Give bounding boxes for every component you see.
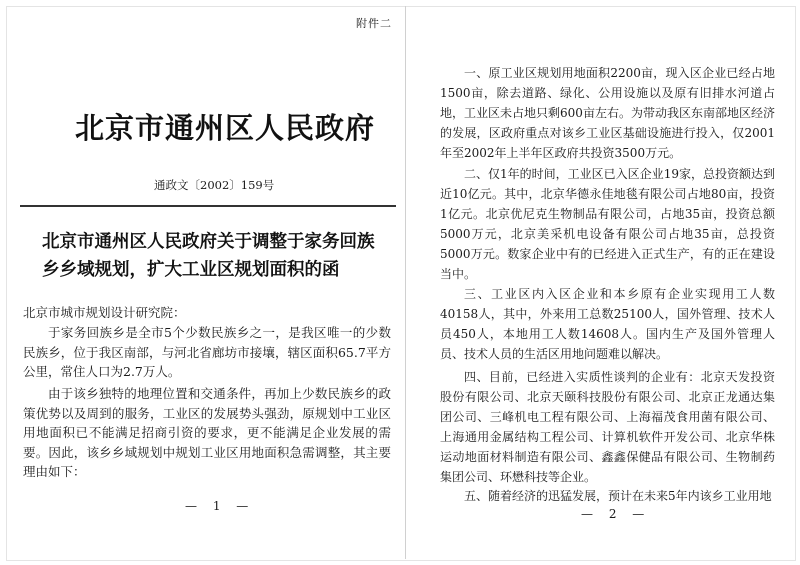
right-paragraph-5: 五、随着经济的迅猛发展，预计在未来5年内该乡工业用地 bbox=[464, 489, 772, 503]
page-number-right: — 2 — bbox=[581, 507, 651, 521]
right-paragraph-4: 四、目前，已经进入实质性谈判的企业有：北京天发投资股份有限公司、北京天颐科技股份有限公司、北京正龙通达集团公司、三峰机电工程有限公司、上海福茂食用菌有限公司、上海通用金属结构工程公司、计算机软件开发公司、北京华株运动地面材料制造有限公司、鑫鑫保健品有限公司、生物制药集团公司、环懋科技等企业。 bbox=[440, 370, 775, 484]
right-paragraph-2: 二、仅1年的时间，工业区已入区企业19家，总投资额达到近10亿元。其中，北京华德永佳地毯有限公司占地80亩，投资1亿元。北京优尼克生物制品有限公司，占地35亩，投资总额5000万元，北京美采机电设备有限公司占地35亩，总投资5000万元。数家企业中有的已经进入正式生产，有的正在建设当中。 bbox=[440, 167, 775, 281]
right-paragraph-1: 一、原工业区规划用地面积2200亩，现入区企业已经占地1500亩，除去道路、绿化、公用设施以及原有旧排水河道占地，工业区未占地只剩600亩左右。为带动我区东南部地区经济的发展，区政府重点对该乡工业区基础设施进行投入，仅2001年至2002年上半年区政府共投资3500万元。 bbox=[440, 66, 775, 160]
header-rule bbox=[20, 205, 396, 207]
document-number: 通政文〔2002〕159号 bbox=[154, 178, 275, 192]
recipient-line: 北京市城市规划设计研究院： bbox=[23, 305, 186, 320]
page-fold-divider bbox=[405, 6, 406, 559]
document-subject: 北京市通州区人民政府关于调整于家务回族乡乡域规划，扩大工业区规划面积的函 bbox=[42, 232, 375, 280]
attachment-label: 附件二 bbox=[356, 17, 392, 30]
government-title: 北京市通州区人民政府 bbox=[75, 111, 376, 145]
left-paragraph-2: 由于该乡独特的地理位置和交通条件，再加上少数民族乡的政策优势以及周到的服务，工业区的发展势头强劲，原规划中工业区用地面积已不能满足招商引资的要求，更不能满足企业发展的需要。因此，该乡乡域规划中规划工业区用地面积急需调整，其主要理由如下： bbox=[23, 386, 391, 479]
left-paragraph-1: 于家务回族乡是全市5个少数民族乡之一，是我区唯一的少数民族乡，位于我区南部，与河北省廊坊市接壤，辖区面积65.7平方公里，常住人口为2.7万人。 bbox=[23, 325, 391, 379]
right-paragraph-3: 三、工业区内入区企业和本乡原有企业实现用工人数40158人，其中，外来用工总数25100人，国外管理、技术人员450人，本地用工人数14608人。国内生产及国外管理人员、技术人员的生活区用地问题难以解决。 bbox=[440, 287, 775, 361]
page-number-left: — 1 — bbox=[185, 499, 255, 513]
